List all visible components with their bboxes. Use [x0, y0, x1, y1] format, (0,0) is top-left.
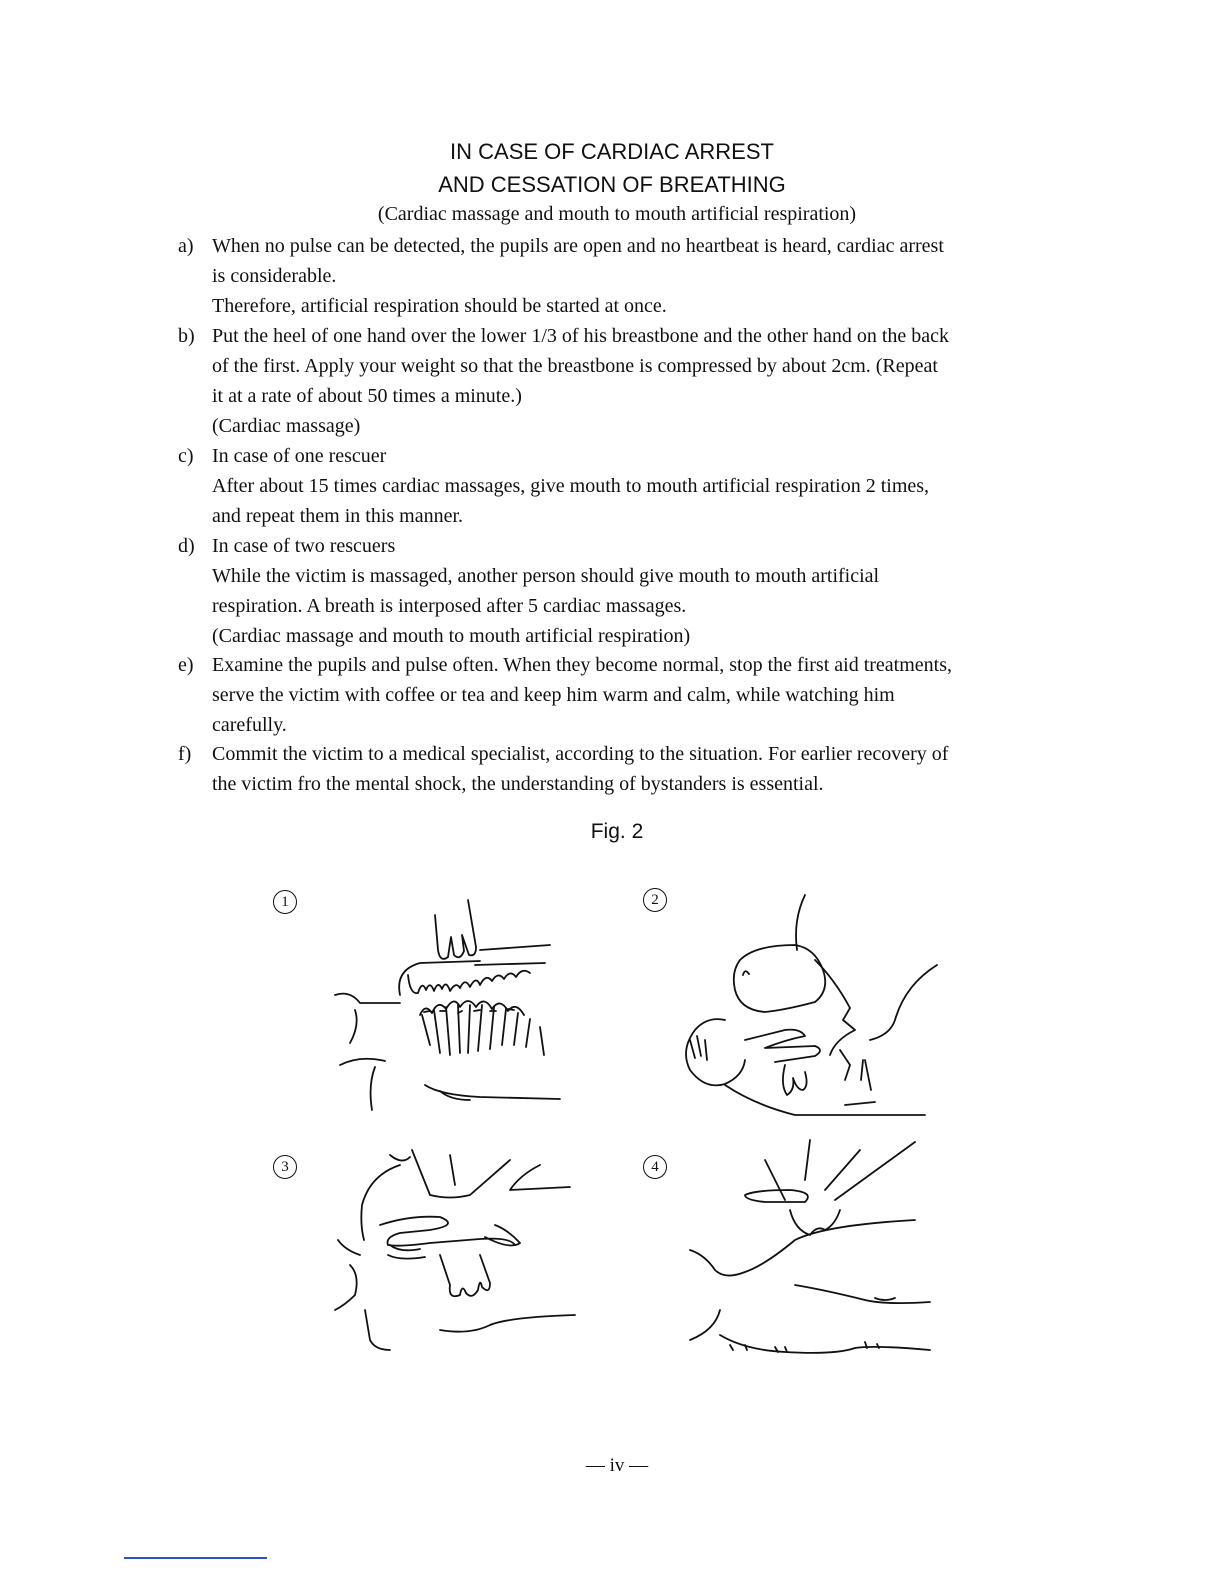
item-text-line: Examine the pupils and pulse often. When they become normal, stop the first aid treatments,: [212, 654, 952, 676]
item-marker: e): [178, 654, 194, 676]
panel-number-1: 1: [273, 890, 297, 914]
instruction-item-a: [178, 231, 1056, 321]
item-text-line: respiration. A breath is interposed after 5 cardiac massages.: [212, 595, 687, 617]
panel-number-3: 3: [273, 1155, 297, 1179]
item-text-line: carefully.: [212, 714, 287, 736]
instruction-item-e: [178, 650, 1056, 740]
item-text-line: After about 15 times cardiac massages, give mouth to mouth artificial respiration 2 times,: [212, 475, 930, 497]
bottom-rule: [124, 1557, 267, 1559]
title-line-1: IN CASE OF CARDIAC ARREST: [450, 139, 774, 164]
instruction-item-f: [178, 739, 1056, 799]
item-marker: f): [178, 743, 192, 765]
item-text-line: it at a rate of about 50 times a minute.): [212, 385, 522, 407]
item-text-line: Put the heel of one hand over the lower 1/3 of his breastbone and the other hand on the back: [212, 325, 950, 347]
panel-number-2: 2: [643, 888, 667, 912]
item-text-line: In case of one rescuer: [212, 445, 387, 467]
item-text-line: is considerable.: [212, 265, 337, 287]
title-line-2: AND CESSATION OF BREATHING: [438, 172, 786, 197]
item-marker: a): [178, 235, 194, 257]
instruction-item-c: [178, 441, 1056, 531]
panel-number-4: 4: [643, 1155, 667, 1179]
instruction-item-d: [178, 531, 1056, 651]
item-text-line: Therefore, artificial respiration should be started at once.: [212, 295, 667, 317]
subtitle: (Cardiac massage and mouth to mouth artificial respiration): [377, 203, 857, 225]
page-number: — iv —: [585, 1455, 649, 1476]
item-text-line: of the first. Apply your weight so that the breastbone is compressed by about 2cm. (Repeat: [212, 355, 938, 377]
illustration-locating-breastbone: [330, 895, 570, 1115]
item-text-line: When no pulse can be detected, the pupils are open and no heartbeat is heard, cardiac arrest: [212, 235, 944, 257]
item-text-line: Commit the victim to a medical specialist, according to the situation. For earlier recovery of: [212, 743, 949, 765]
item-text-line: and repeat them in this manner.: [212, 505, 464, 527]
item-text-line: serve the victim with coffee or tea and keep him warm and calm, while watching him: [212, 684, 895, 706]
item-marker: d): [178, 535, 195, 557]
illustration-hand-position: [330, 1145, 580, 1355]
item-marker: b): [178, 325, 195, 347]
item-text-line: (Cardiac massage and mouth to mouth artificial respiration): [212, 625, 691, 647]
item-text-line: In case of two rescuers: [212, 535, 396, 557]
figure-title: Fig. 2: [590, 820, 644, 843]
illustration-compression-side-view: [685, 1140, 935, 1360]
item-marker: c): [178, 445, 194, 467]
instruction-item-b: [178, 321, 1056, 441]
item-text-line: the victim fro the mental shock, the understanding of bystanders is essential.: [212, 773, 824, 795]
item-text-line: (Cardiac massage): [212, 415, 361, 437]
illustration-mouth-to-mouth: [665, 890, 945, 1120]
item-text-line: While the victim is massaged, another person should give mouth to mouth artificial: [212, 565, 880, 587]
